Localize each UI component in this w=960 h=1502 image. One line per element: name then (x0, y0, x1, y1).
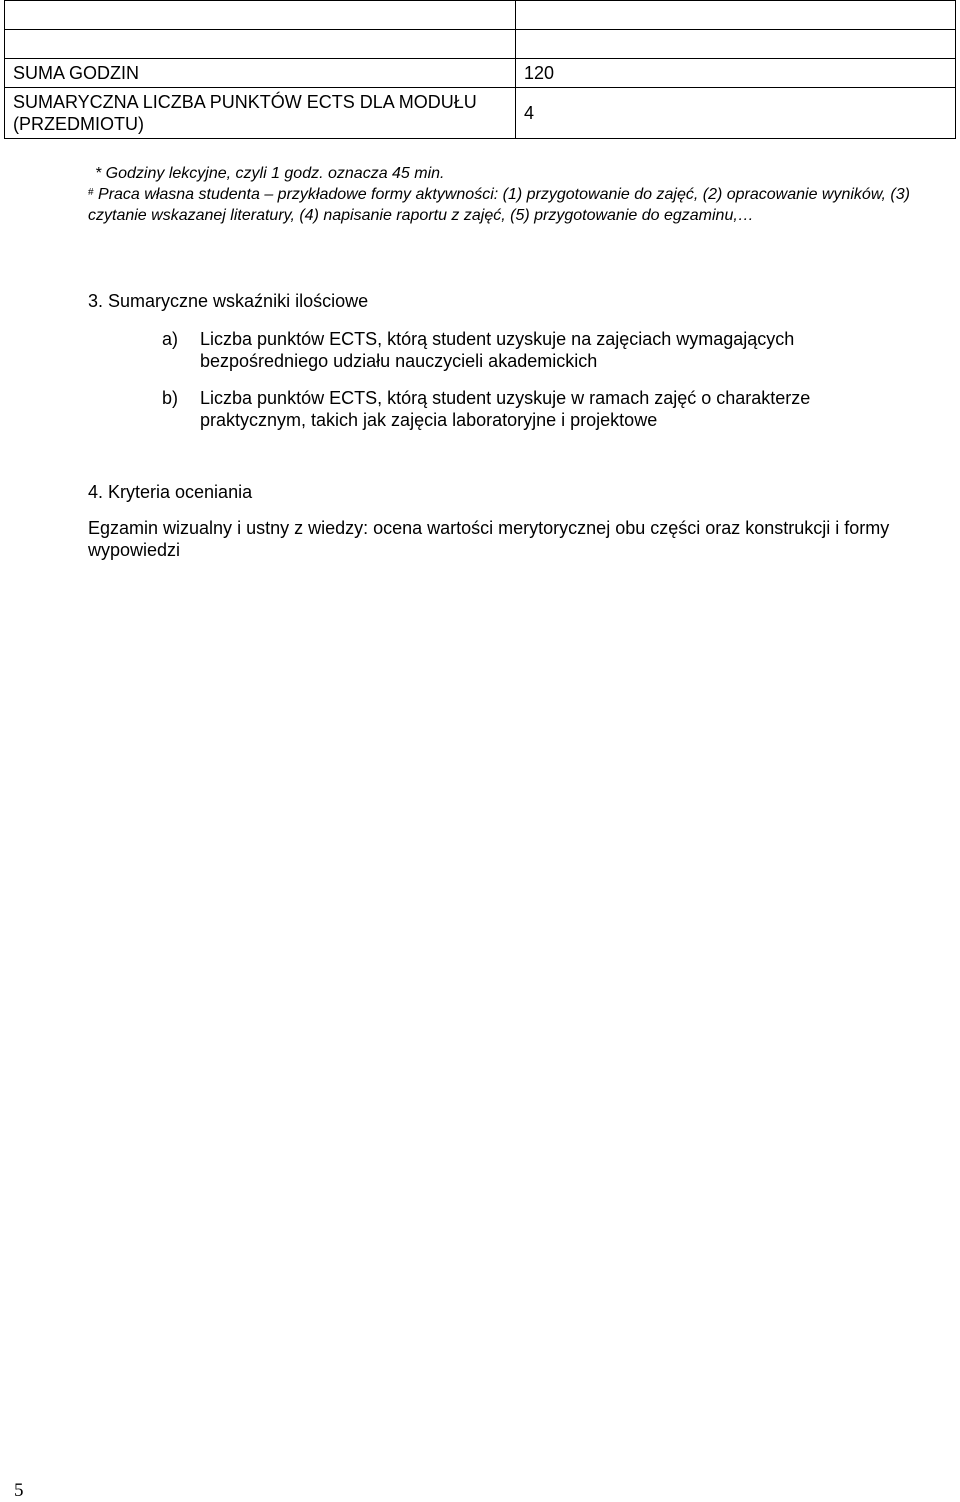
table-cell-label (5, 1, 516, 30)
list-item-text: Liczba punktów ECTS, którą student uzyskuje na zajęciach wymagających bezpośredniego udziału nauczycieli akademickich (200, 329, 795, 371)
ects-total-value: 4 (516, 88, 956, 139)
footnotes (88, 163, 948, 226)
total-hours-value: 120 (516, 59, 956, 88)
footnote-marker: # (88, 187, 94, 198)
footnote-hours: * Godziny lekcyjne, czyli 1 godz. oznacza 45 min. (95, 165, 445, 182)
table-row-ects (5, 88, 956, 139)
footnote-own-work (88, 184, 948, 226)
list-item-label: a) (162, 329, 179, 349)
table-row-total-hours (5, 59, 956, 88)
section-4-heading: 4. Kryteria oceniania (88, 482, 253, 502)
footnote-own-work-text: Praca własna studenta – przykładowe formy aktywności: (1) przygotowanie do zajęć, (2) opracowanie wyników, (3) czytanie wskazanej literatury, (4) napisanie raportu z zajęć, (5) przygotowanie do egzaminu,… (88, 186, 910, 224)
page-number: 5 (14, 1480, 24, 1501)
table-cell-value (516, 1, 956, 30)
ects-total-label: SUMARYCZNA LICZBA PUNKTÓW ECTS DLA MODUŁU (PRZEDMIOTU) (5, 88, 516, 139)
grading-criteria-text: Egzamin wizualny i ustny z wiedzy: ocena wartości merytorycznej obu części oraz konstrukcji i formy wypowiedzi (88, 518, 890, 560)
section-3-heading: 3. Sumaryczne wskaźniki ilościowe (88, 291, 369, 311)
list-item-label: b) (162, 388, 179, 408)
table-cell-value (516, 30, 956, 59)
table-row (5, 1, 956, 30)
list-item-text: Liczba punktów ECTS, którą student uzyskuje w ramach zajęć o charakterze praktycznym, takich jak zajęcia laboratoryjne i projektowe (200, 388, 811, 430)
summary-table (4, 0, 956, 139)
table-row (5, 30, 956, 59)
total-hours-label: SUMA GODZIN (5, 59, 516, 88)
table-cell-label (5, 30, 516, 59)
